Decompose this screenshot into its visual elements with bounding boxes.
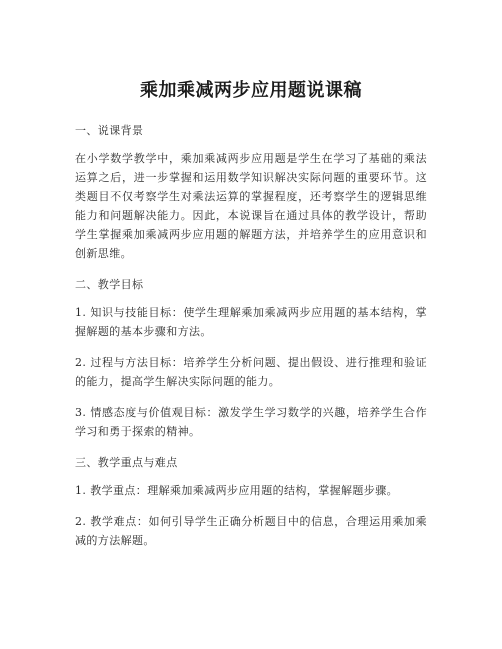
section-heading: 二、教学目标	[75, 278, 144, 291]
section-heading: 一、说课背景	[75, 124, 144, 137]
section-paragraph: 在小学数学教学中，乘加乘减两步应用题是学生在学习了基础的乘法运算之后，进一步掌握和运用数学知识解决实际问题的重要环节。这类题目不仅考察学生对乘法运算的掌握程度，还考察学生的逻辑思维能力和问题解决能力。因此，本说课旨在通过具体的教学设计，帮助学生掌握乘加乘减两步应用题的解题方法，并培养学生的应用意识和创新思维。	[75, 152, 427, 260]
section-key-points	[75, 453, 427, 550]
document-title: 乘加乘减两步应用题说课稿	[140, 80, 362, 101]
objective-item: 3. 情感态度与价值观目标：激发学生学习数学的兴趣，培养学生合作学习和勇于探索的精神。	[75, 406, 427, 438]
objective-item: 2. 过程与方法目标：培养学生分析问题、提出假设、进行推理和验证的能力，提高学生解决实际问题的能力。	[75, 356, 427, 388]
key-point-item: 2. 教学难点：如何引导学生正确分析题目中的信息，合理运用乘加乘减的方法解题。	[75, 515, 427, 547]
section-heading: 三、教学重点与难点	[75, 456, 178, 469]
section-objectives	[75, 275, 427, 441]
key-point-item: 1. 教学重点：理解乘加乘减两步应用题的结构，掌握解题步骤。	[75, 484, 398, 497]
section-background	[75, 121, 427, 263]
objective-item: 1. 知识与技能目标：使学生理解乘加乘减两步应用题的基本结构，掌握解题的基本步骤和方法。	[75, 306, 427, 338]
document-body	[75, 121, 427, 562]
